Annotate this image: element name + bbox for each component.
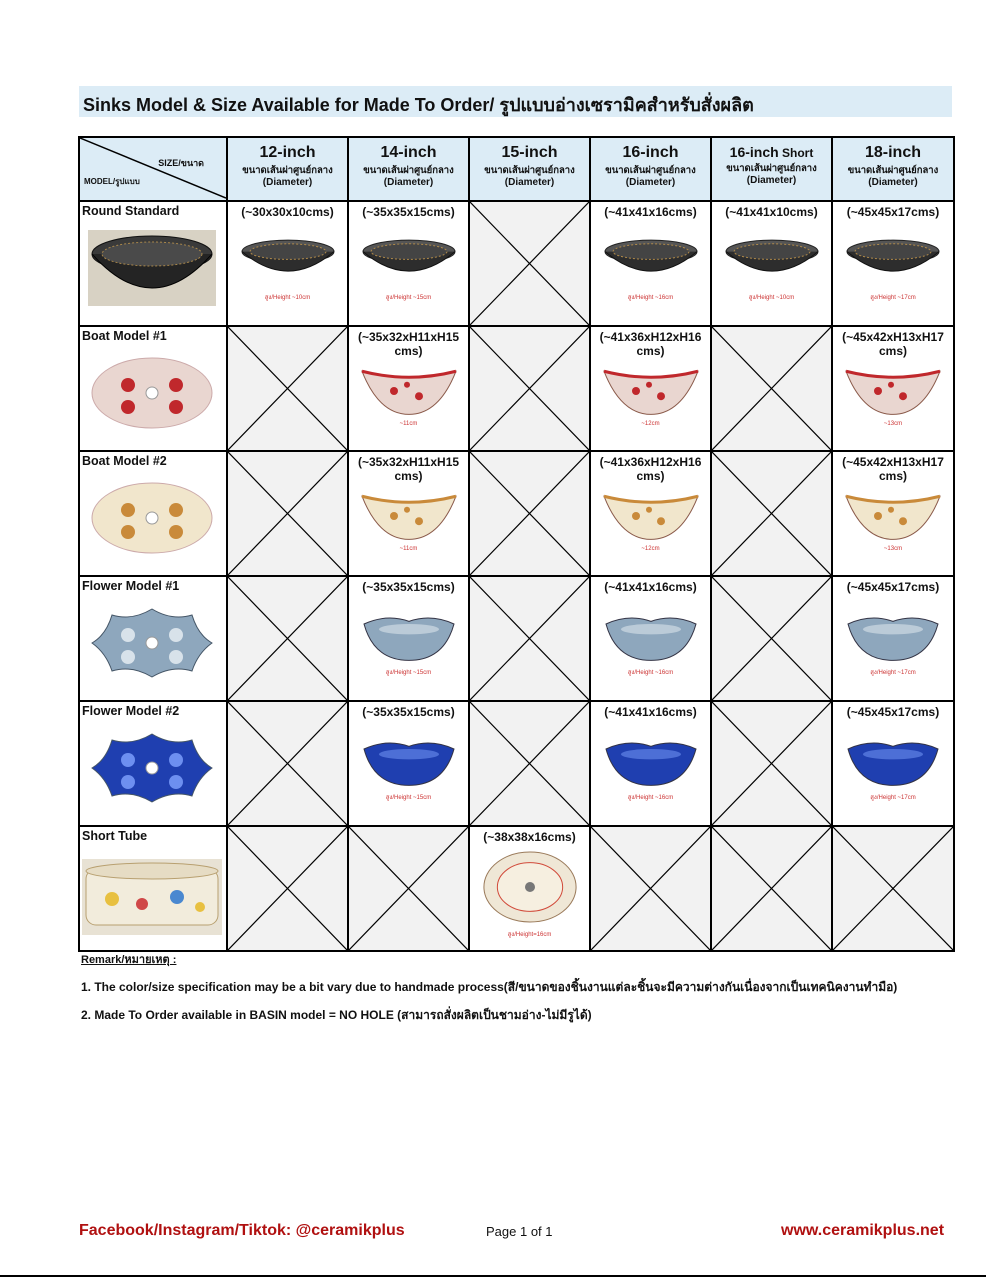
sink-image bbox=[843, 365, 943, 422]
unavailable-cell bbox=[227, 826, 348, 951]
sink-image bbox=[601, 236, 701, 293]
model-photo bbox=[88, 605, 216, 681]
size-cell bbox=[590, 326, 711, 451]
col-header: 12-inch ขนาดเส้นผ่าศูนย์กลาง (Diameter) bbox=[227, 137, 348, 201]
height-note: สูง/Height ~17cm bbox=[870, 295, 916, 301]
table-row bbox=[79, 701, 954, 826]
page-number: Page 1 of 1 bbox=[486, 1224, 553, 1239]
sink-image bbox=[359, 236, 459, 293]
size-cell bbox=[348, 576, 469, 701]
height-note: สูง/Height ~15cm bbox=[385, 670, 432, 676]
sink-image bbox=[843, 611, 943, 668]
table-row bbox=[79, 451, 954, 576]
model-name: Short Tube bbox=[82, 829, 148, 843]
height-note: สูง/Height ~15cm bbox=[385, 795, 432, 801]
size-spec: (~41x41x16cms) bbox=[604, 205, 697, 219]
size-spec: (~30x30x10cms) bbox=[241, 205, 334, 219]
model-name: Round Standard bbox=[82, 204, 180, 218]
bottom-rule bbox=[0, 1275, 986, 1277]
size-spec: (~35x35x15cms) bbox=[362, 205, 455, 219]
unavailable-cell bbox=[469, 201, 590, 326]
unavailable-cell bbox=[469, 701, 590, 826]
size-cell bbox=[711, 201, 832, 326]
model-name: Flower Model #2 bbox=[82, 704, 180, 718]
sink-image bbox=[722, 236, 822, 293]
sink-image bbox=[238, 236, 338, 293]
sink-image bbox=[843, 736, 943, 793]
sink-image bbox=[359, 611, 459, 668]
table-row bbox=[79, 826, 954, 951]
height-note: สูง/Height ~15cm bbox=[385, 295, 432, 301]
size-spec: (~35x35x15cms) bbox=[362, 705, 455, 719]
row-label-cell bbox=[79, 701, 227, 826]
model-name: Boat Model #2 bbox=[82, 454, 167, 468]
model-photo bbox=[82, 859, 210, 935]
model-photo bbox=[88, 230, 216, 306]
size-spec: (~45x42xH13xH17 cms) bbox=[842, 455, 944, 483]
size-cell bbox=[348, 451, 469, 576]
height-note: สูง/Height ~16cm bbox=[627, 670, 674, 676]
size-spec: (~45x42xH13xH17 cms) bbox=[842, 330, 944, 358]
sink-image bbox=[601, 736, 701, 793]
size-cell bbox=[227, 201, 348, 326]
sink-image bbox=[843, 236, 943, 293]
unavailable-cell bbox=[469, 451, 590, 576]
size-cell bbox=[469, 826, 590, 951]
size-spec: (~41x36xH12xH16 cms) bbox=[599, 455, 702, 483]
sink-image bbox=[359, 736, 459, 793]
size-cell bbox=[590, 451, 711, 576]
table-row bbox=[79, 201, 954, 326]
col-header: 16-inch ขนาดเส้นผ่าศูนย์กลาง (Diameter) bbox=[590, 137, 711, 201]
height-note: สูง/Height ~16cm bbox=[627, 795, 674, 801]
unavailable-cell bbox=[227, 451, 348, 576]
size-cell bbox=[832, 326, 954, 451]
unavailable-cell bbox=[348, 826, 469, 951]
header-corner bbox=[79, 137, 227, 201]
unavailable-cell bbox=[590, 826, 711, 951]
table-row bbox=[79, 576, 954, 701]
size-cell bbox=[832, 201, 954, 326]
size-cell bbox=[590, 201, 711, 326]
unavailable-cell bbox=[227, 326, 348, 451]
size-cell bbox=[832, 576, 954, 701]
height-note: ~13cm bbox=[883, 421, 903, 427]
height-note: ~12cm bbox=[641, 546, 660, 552]
height-note: สูง/Height ~16cm bbox=[627, 295, 674, 301]
page-title: Sinks Model & Size Available for Made To Order/ รูปแบบอ่างเซรามิคสำหรับสั่งผลิต bbox=[79, 86, 952, 117]
corner-model-label: MODEL/รูปแบบ bbox=[84, 177, 140, 186]
unavailable-cell bbox=[711, 826, 832, 951]
row-label-cell bbox=[79, 451, 227, 576]
size-spec: (~38x38x16cms) bbox=[483, 830, 576, 844]
size-spec: (~45x45x17cms) bbox=[846, 205, 940, 219]
size-spec: (~41x41x16cms) bbox=[604, 580, 697, 594]
note-2: 2. Made To Order available in BASIN model = NO HOLE (สามารถสั่งผลิตเป็นชามอ่าง-ไม่มีรูได้) bbox=[81, 1008, 592, 1022]
height-note: ~11cm bbox=[399, 421, 418, 427]
height-note: ~12cm bbox=[641, 421, 660, 427]
sink-image bbox=[601, 365, 701, 422]
size-cell bbox=[348, 201, 469, 326]
unavailable-cell bbox=[711, 326, 832, 451]
row-label-cell bbox=[79, 826, 227, 951]
row-label-cell bbox=[79, 326, 227, 451]
size-spec: (~35x32xH11xH15 cms) bbox=[357, 455, 460, 483]
unavailable-cell bbox=[227, 701, 348, 826]
height-note: สูง/Height ~10cm bbox=[748, 295, 795, 301]
note-1: 1. The color/size specification may be a bit vary due to handmade process(สี/ขนาดของชิ้นงานแต่ละชิ้นจะมีความต่างกันเนื่องจากเป็นเทคนิคงานทำมือ) bbox=[81, 980, 898, 994]
model-photo bbox=[88, 480, 216, 556]
size-table bbox=[78, 136, 955, 952]
unavailable-cell bbox=[832, 826, 954, 951]
model-name: Flower Model #1 bbox=[82, 579, 180, 593]
sink-image bbox=[359, 490, 459, 547]
model-photo bbox=[88, 730, 216, 806]
row-label-cell bbox=[79, 576, 227, 701]
sink-image bbox=[601, 490, 701, 547]
size-spec: (~41x41x10cms) bbox=[725, 205, 818, 219]
col-header: 15-inch ขนาดเส้นผ่าศูนย์กลาง (Diameter) bbox=[469, 137, 590, 201]
website-link[interactable]: www.ceramikplus.net bbox=[781, 1222, 945, 1239]
sink-image bbox=[482, 849, 578, 930]
col-header: 14-inch ขนาดเส้นผ่าศูนย์กลาง (Diameter) bbox=[348, 137, 469, 201]
size-cell bbox=[348, 326, 469, 451]
size-cell bbox=[590, 701, 711, 826]
size-spec: (~45x45x17cms) bbox=[846, 580, 940, 594]
size-cell bbox=[590, 576, 711, 701]
height-note: สูง/Height ~17cm bbox=[870, 795, 916, 801]
row-label-cell bbox=[79, 201, 227, 326]
size-cell bbox=[832, 701, 954, 826]
unavailable-cell bbox=[469, 326, 590, 451]
col-header: 16-inch Short ขนาดเส้นผ่าศูนย์กลาง (Diameter) bbox=[711, 137, 832, 201]
model-name: Boat Model #1 bbox=[82, 329, 167, 343]
height-note: ~13cm bbox=[883, 546, 903, 552]
size-spec: (~41x41x16cms) bbox=[604, 705, 697, 719]
sink-image bbox=[601, 611, 701, 668]
social-handle: Facebook/Instagram/Tiktok: @ceramikplus bbox=[79, 1222, 405, 1239]
size-cell bbox=[348, 701, 469, 826]
col-header: 18-inch ขนาดเส้นผ่าศูนย์กลาง (Diameter) bbox=[832, 137, 954, 201]
table-row bbox=[79, 326, 954, 451]
size-spec: (~35x35x15cms) bbox=[362, 580, 455, 594]
unavailable-cell bbox=[469, 576, 590, 701]
sink-image bbox=[843, 490, 943, 547]
model-photo bbox=[88, 355, 216, 431]
unavailable-cell bbox=[227, 576, 348, 701]
unavailable-cell bbox=[711, 451, 832, 576]
sink-image bbox=[359, 365, 459, 422]
unavailable-cell bbox=[711, 576, 832, 701]
size-spec: (~41x36xH12xH16 cms) bbox=[599, 330, 702, 358]
size-cell bbox=[832, 451, 954, 576]
corner-size-label: SIZE/ขนาด bbox=[158, 158, 204, 168]
size-spec: (~35x32xH11xH15 cms) bbox=[357, 330, 460, 358]
height-note: สูง/Height ~17cm bbox=[870, 670, 916, 676]
height-note: สูง/Height=16cm bbox=[507, 932, 552, 938]
unavailable-cell bbox=[711, 701, 832, 826]
height-note: สูง/Height ~10cm bbox=[264, 295, 311, 301]
size-spec: (~45x45x17cms) bbox=[846, 705, 940, 719]
height-note: ~11cm bbox=[399, 546, 418, 552]
remark-heading: Remark/หมายเหตุ : bbox=[81, 954, 177, 966]
